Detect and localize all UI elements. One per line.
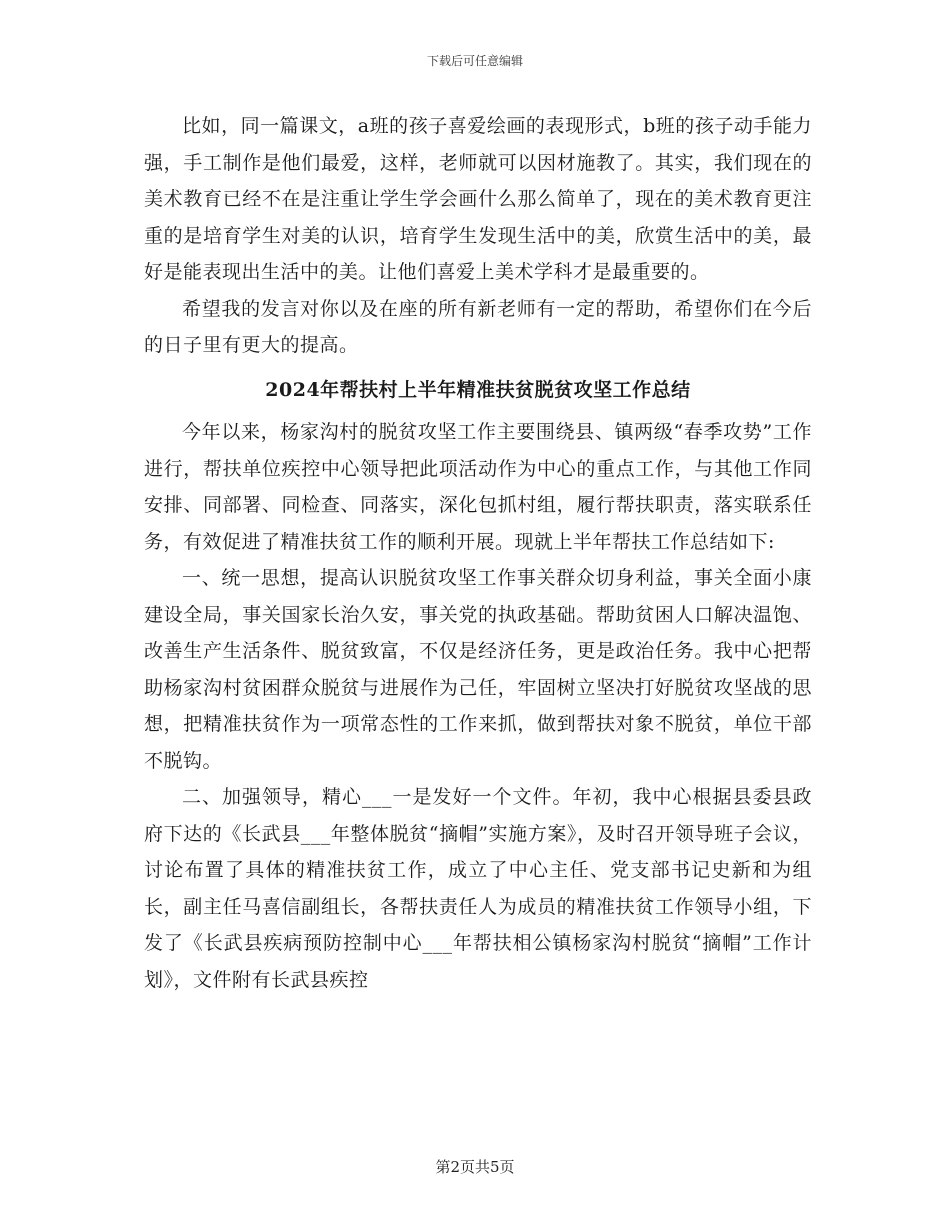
page-header: 下载后可任意编辑 <box>426 54 523 68</box>
body-paragraph: 一、统一思想，提高认识脱贫攻坚工作事关群众切身利益，事关全面小康建设全局，事关国家长治久安，事关党的执政基础。帮助贫困人口解决温饱、改善生产生活条件、脱贫致富，不仅是经济任务，更是政治任务。我中心把帮助杨家沟村贫困群众脱贫与进展作为己任，牢固树立坚决打好脱贫攻坚战的思想，把精准扶贫作为一项常态性的工作来抓，做到帮扶对象不脱贫，单位干部不脱钩。 <box>144 567 812 772</box>
body-paragraph: 希望我的发言对你以及在座的所有新老师有一定的帮助，希望你们在今后的日子里有更大的提高。 <box>144 297 812 356</box>
body-paragraph: 比如，同一篇课文，a班的孩子喜爱绘画的表现形式，b班的孩子动手能力强，手工制作是他们最爱，这样，老师就可以因材施教了。其实，我们现在的美术教育已经不在是注重让学生学会画什么那么简单了，现在的美术教育更注重的是培育学生对美的认识，培育学生发现生活中的美，欣赏生活中的美，最好是能表现出生活中的美。让他们喜爱上美术学科才是最重要的。 <box>144 115 812 283</box>
page-footer: 第2页共5页 <box>435 1158 515 1176</box>
body-paragraph: 二、加强领导，精心___一是发好一个文件。年初，我中心根据县委县政府下达的《长武县___年整体脱贫“摘帽”实施方案》，及时召开领导班子会议，讨论布置了具体的精准扶贫工作，成立了中心主任、党支部书记史新和为组长，副主任马喜信副组长，各帮扶责任人为成员的精准扶贫工作领导小组，下发了《长武县疾病预防控制中心___年帮扶相公镇杨家沟村脱贫“摘帽”工作计划》，文件附有长武县疾控 <box>144 786 812 991</box>
document-body <box>144 108 812 998</box>
section-title: 2024年帮扶村上半年精准扶贫脱贫攻坚工作总结 <box>265 378 691 401</box>
body-paragraph: 今年以来，杨家沟村的脱贫攻坚工作主要围绕县、镇两级“春季攻势”工作进行，帮扶单位疾控中心领导把此项活动作为中心的重点工作，与其他工作同安排、同部署、同检查、同落实，深化包抓村组，履行帮扶职责，落实联系任务，有效促进了精准扶贫工作的顺利开展。现就上半年帮扶工作总结如下: <box>144 421 812 553</box>
